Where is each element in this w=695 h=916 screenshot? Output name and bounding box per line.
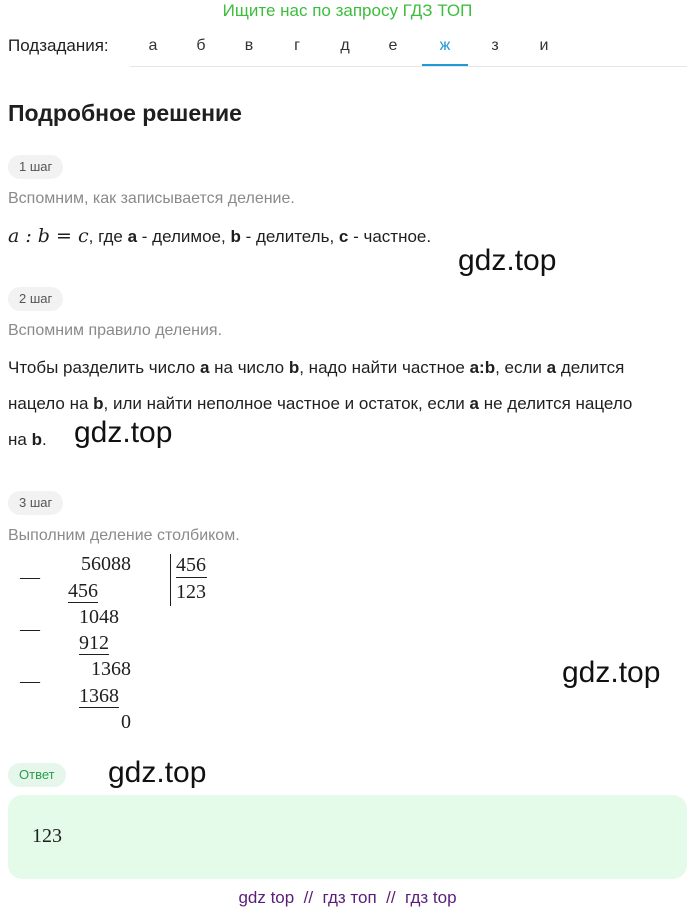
subtasks-label: Подзадания:: [8, 36, 109, 55]
remainder-2: 1368: [91, 658, 131, 680]
subtrahend-3: 1368: [79, 685, 119, 707]
page-title: Подробное решение: [8, 100, 242, 126]
answer-value: 123: [32, 825, 62, 847]
step-1-badge: 1 шаг: [8, 155, 63, 179]
step-3-hint: Выполним деление столбиком.: [8, 527, 240, 544]
watermark: gdz.top: [458, 244, 557, 277]
subtask-tabs: [130, 28, 687, 67]
tab-v[interactable]: в: [244, 37, 254, 54]
footer-links[interactable]: gdz top // гдз топ // гдз top: [238, 888, 457, 907]
step-1-text: a : b = c, где a - делимое, b - делитель, c - частное.: [8, 225, 432, 247]
tab-z[interactable]: з: [491, 37, 499, 54]
tab-d[interactable]: д: [340, 37, 350, 54]
subtrahend-1: 456: [68, 580, 98, 602]
minus-sign: —: [20, 566, 40, 588]
division-bar: [170, 554, 171, 606]
watermark: gdz.top: [74, 416, 173, 449]
divisor: 456: [176, 554, 206, 576]
tab-b[interactable]: б: [196, 37, 206, 54]
remainder-1: 1048: [79, 606, 119, 628]
division-formula: a : b = c: [8, 225, 89, 247]
tab-e[interactable]: е: [388, 37, 398, 54]
step-2-hint: Вспомним правило деления.: [8, 322, 223, 339]
tab-i[interactable]: и: [539, 37, 549, 54]
tab-g[interactable]: г: [294, 37, 300, 54]
step-2-text: Чтобы разделить число a на число b, надо найти частное a:b, если a делится нацело на b, или найти неполное частное и остаток, если a не делится нацело на b.: [8, 358, 633, 449]
step-2-badge: 2 шаг: [8, 287, 63, 311]
quotient: 123: [176, 581, 206, 603]
answer-box: [8, 795, 687, 879]
subtrahend-2: 912: [79, 632, 109, 654]
long-division: [8, 552, 238, 737]
watermark: gdz.top: [108, 756, 207, 789]
dividend: 56088: [81, 553, 131, 575]
watermark: gdz.top: [562, 656, 661, 689]
step-3-badge: 3 шаг: [8, 491, 63, 515]
tab-a[interactable]: а: [148, 37, 158, 54]
minus-sign: —: [20, 618, 40, 640]
tab-zh[interactable]: ж: [422, 28, 468, 66]
answer-badge: Ответ: [8, 763, 66, 787]
step-1-hint: Вспомним, как записывается деление.: [8, 190, 295, 207]
final-remainder: 0: [121, 711, 131, 733]
promo-banner: Ищите нас по запросу ГДЗ ТОП: [222, 1, 473, 20]
minus-sign: —: [20, 670, 40, 692]
